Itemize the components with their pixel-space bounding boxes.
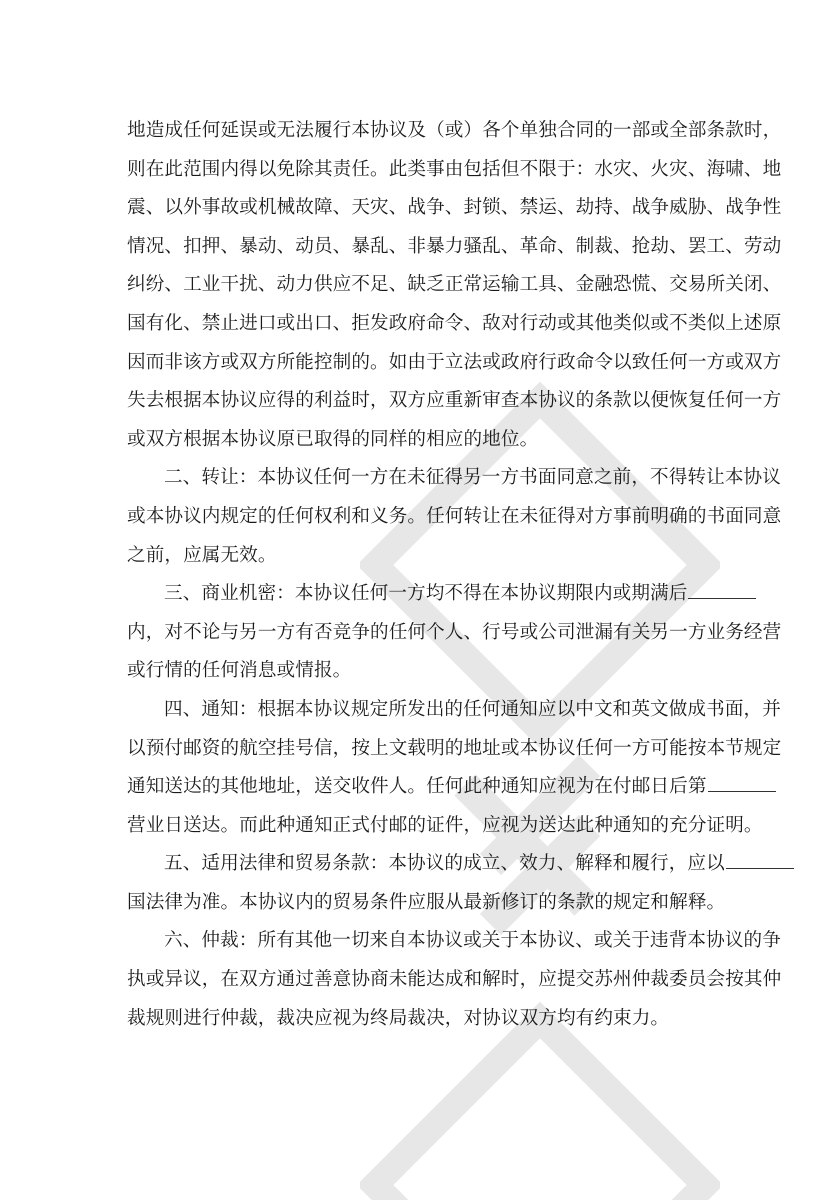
text-line: 地造成任何延误或无法履行本协议及（或）各个单独合同的一部或全部条款时， bbox=[127, 120, 782, 141]
text-line: 裁规则进行仲裁，裁决应视为终局裁决，对协议双方均有约束力。 bbox=[127, 1007, 670, 1029]
text-line: 国有化、禁止进口或出口、拒发政府命令、敌对行动或其他类似或不类似上述原 bbox=[127, 312, 782, 334]
clause-arbitration bbox=[127, 922, 782, 1038]
clause-heading-text: 五、适用法律和贸易条款：本协议的成立、效力、解释和履行，应以 bbox=[164, 853, 725, 875]
clause-heading-line: 四、通知：根据本协议规定所发出的任何通知应以中文和英文做成书面，并 bbox=[164, 698, 781, 720]
clause-heading-text: 三、商业机密：本协议任何一方均不得在本协议期限内或期满后 bbox=[164, 583, 688, 605]
text-line: 因而非该方或双方所能控制的。如由于立法或政府行政命令以致任何一方或双方 bbox=[127, 351, 782, 373]
clause-heading-line: 二、转让：本协议任何一方在未征得另一方书面同意之前，不得转让本协议 bbox=[164, 467, 781, 489]
clause-notice bbox=[127, 691, 782, 845]
text-line: 之前，应属无效。 bbox=[127, 544, 277, 566]
text-line: 则在此范围内得以免除其责任。此类事由包括但不限于：水灾、火灾、海啸、地 bbox=[127, 158, 782, 180]
text-line: 纠纷、工业干扰、动力供应不足、缺乏正常运输工具、金融恐慌、交易所关闭、 bbox=[127, 274, 782, 296]
clause-transfer bbox=[127, 459, 782, 575]
clause-trade-secrets bbox=[127, 575, 782, 691]
text-line: 以预付邮资的航空挂号信，按上文载明的地址或本协议任何一方可能按本节规定 bbox=[127, 737, 782, 759]
text-segment: 通知送达的其他地址，送交收件人。任何此种通知应视为在付邮日后第 bbox=[127, 776, 707, 798]
text-line: 失去根据本协议应得的利益时，双方应重新审查本协议的条款以便恢复任何一方 bbox=[127, 390, 782, 412]
paragraph-force-majeure bbox=[127, 112, 782, 459]
clause-heading-line bbox=[127, 575, 707, 614]
text-line: 情况、扣押、暴动、动员、暴乱、非暴力骚乱、革命、制裁、抢劫、罢工、劳动 bbox=[127, 235, 782, 257]
text-line: 或双方根据本协议原已取得的同样的相应的地位。 bbox=[127, 428, 539, 450]
blank-fill-field[interactable] bbox=[688, 584, 756, 599]
document-body bbox=[127, 112, 782, 1038]
text-line: 或本协议内规定的任何权利和义务。任何转让在未征得对方事前明确的书面同意 bbox=[127, 505, 782, 527]
text-line: 营业日送达。而此种通知正式付邮的证件，应视为送达此种通知的充分证明。 bbox=[127, 814, 763, 836]
text-line: 国法律为准。本协议内的贸易条件应服从最新修订的条款的规定和解释。 bbox=[127, 891, 726, 913]
blank-fill-field[interactable] bbox=[708, 777, 776, 792]
clause-governing-law bbox=[127, 845, 726, 922]
text-line: 内，对不论与另一方有否竞争的任何个人、行号或公司泄漏有关另一方业务经营 bbox=[127, 621, 782, 643]
clause-heading-line bbox=[127, 845, 725, 884]
text-line bbox=[127, 768, 707, 807]
text-line: 或行情的任何消息或情报。 bbox=[127, 660, 352, 682]
clause-heading-line: 六、仲裁：所有其他一切来自本协议或关于本协议、或关于违背本协议的争 bbox=[164, 930, 781, 952]
text-line: 震、以外事故或机械故障、天灾、战争、封锁、禁运、劫持、战争威胁、战争性 bbox=[127, 197, 782, 219]
text-line: 执或异议，在双方通过善意协商未能达成和解时，应提交苏州仲裁委员会按其仲 bbox=[127, 969, 782, 991]
blank-fill-field[interactable] bbox=[726, 854, 794, 869]
